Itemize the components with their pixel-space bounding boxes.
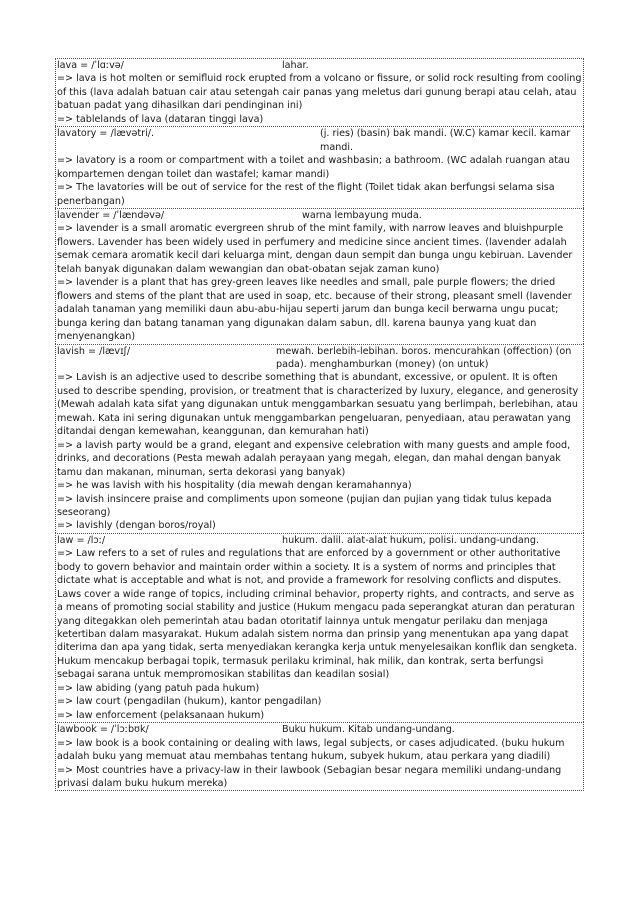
headword-row bbox=[56, 534, 583, 547]
headword-row bbox=[56, 723, 583, 736]
entry-lavender bbox=[55, 208, 584, 344]
translation: Buku hukum. Kitab undang-undang. bbox=[282, 724, 455, 736]
headword-row bbox=[56, 345, 583, 372]
example: => law abiding (yang patuh pada hukum) bbox=[57, 682, 260, 694]
headword-row bbox=[56, 127, 583, 154]
translation: lahar. bbox=[282, 60, 309, 71]
example: => The lavatories will be out of service for the rest of the flight (Toilet tidak akan berfungsi selama sisa penerbangan) bbox=[57, 182, 555, 207]
translation: hukum. dalil. alat-alat hukum, polisi. undang-undang. bbox=[282, 534, 540, 546]
headword: lavender = /ˈlændəvə/ bbox=[57, 209, 165, 221]
example: => tablelands of lava (dataran tinggi lava) bbox=[57, 113, 264, 125]
dictionary-page bbox=[55, 58, 584, 791]
definition: => lavatory is a room or compartment with a toilet and washbasin; a bathroom. (WC adalah ruangan atau kompartemen dengan toilet dan wastafel; kamar mandi) bbox=[57, 155, 570, 180]
entry-lavatory bbox=[55, 126, 584, 208]
headword: lavish = /lævɪʃ/ bbox=[57, 345, 131, 357]
translation: mewah. berlebih-lebihan. boros. mencurahkan (offection) (on pada). menghamburkan (money) (on untuk) bbox=[276, 345, 572, 370]
definition: => Law refers to a set of rules and regulations that are enforced by a government or other authoritative body to govern behavior and maintain order within a society. It is a system of norms and principles that dictate what is acceptable and what is not, and provide a framework for resolving conflicts and disputes. Laws cover a wide range of topics, including criminal behavior, property rights, and contracts, and serve as a means of promoting social stability and justice (Hukum mengacu pada seperangkat aturan dan peraturan yang ditegakkan oleh pemerintah atau badan otoritatif lainnya untuk mengatur perilaku dan menjaga ketertiban dalam masyarakat. Hukum adalah sistem norma dan prinsip yang menentukan apa yang dapat diterima dan apa yang tidak, serta menyediakan kerangka kerja untuk menyelesaikan konflik dan sengketa. Hukum mencakup berbagai topik, termasuk perilaku kriminal, hak milik, dan kontrak, serta berfungsi sebagai sarana untuk mempromosikan stabilitas dan keadilan sosial) bbox=[57, 548, 578, 681]
headword-row bbox=[56, 59, 583, 72]
definition: => lavender is a small aromatic evergreen shrub of the mint family, with narrow leaves and bluishpurple flowers. Lavender has been widely used in perfumery and medicine since ancient times. (lavender adalah semak cemara aromatik kecil dari keluarga mint, dengan daun sempit dan bunga ungu kebiruan. Lavender telah banyak digunakan dalam wewangian dan obat-obatan sejak zaman kuno) bbox=[57, 223, 573, 275]
translation: warna lembayung muda. bbox=[302, 209, 422, 221]
translation: (j. ries) (basin) bak mandi. (W.C) kamar kecil. kamar mandi. bbox=[320, 128, 571, 153]
headword: law = /lɔː/ bbox=[57, 534, 106, 546]
headword-row bbox=[56, 209, 583, 222]
definition: => Lavish is an adjective used to describe something that is abundant, excessive, or opulent. It is often used to describe spending, provision, or treatment that is characterized by luxury, elegance, and generosity (Mewah adalah kata sifat yang digunakan untuk menggambarkan sesuatu yang berlimpah, berlebihan, atau mewah. Kata ini sering digunakan untuk menggambarkan pengeluaran, penyediaan, atau perawatan yang ditandai dengan kemewahan, keanggunan, dan kemurahan hati) bbox=[57, 372, 579, 438]
entry-lawbook bbox=[55, 722, 584, 791]
example: => Most countries have a privacy-law in their lawbook (Sebagian besar negara memiliki undang-undang privasi dalam buku hukum mereka) bbox=[57, 764, 562, 790]
definition: => law book is a book containing or dealing with laws, legal subjects, or cases adjudicated. (buku hukum adalah buku yang memuat atau membahas tentang hukum, subyek hukum, atau perkara yang diadili) bbox=[57, 737, 565, 763]
entry-lava bbox=[55, 58, 584, 126]
entry-law bbox=[55, 533, 584, 722]
definition: => lavender is a plant that has grey-green leaves like needles and small, pale purple flowers; the dried flowers and stems of the plant that are used in soap, etc. because of their strong, pleasant smell (lavender adalah tanaman yang memiliki daun abu-abu-hijau seperti jarum dan bunga kecil berwarna ungu pucat; bunga kering dan batang tanaman yang digunakan dalam sabun, dll. karena baunya yang kuat dan menyenangkan) bbox=[57, 277, 572, 343]
entry-lavish bbox=[55, 344, 584, 533]
headword: lawbook = /ˈlɔːbʊk/ bbox=[57, 724, 149, 736]
example: => he was lavish with his hospitality (dia mewah dengan keramahannya) bbox=[57, 480, 412, 492]
definition: => lava is hot molten or semifluid rock erupted from a volcano or fissure, or solid rock resulting from cooling of this (lava adalah batuan cair atau setengah cair panas yang meletus dari gunung berapi atau celah, atau batuan padat yang dihasilkan dari pendinginan ini) bbox=[57, 73, 582, 112]
example: => a lavish party would be a grand, elegant and expensive celebration with many guests and ample food, drinks, and decorations (Pesta mewah adalah perayaan yang megah, elegan, dan mahal dengan banyak tamu dan makanan, minuman, serta dekorasi yang banyak) bbox=[57, 439, 571, 478]
headword: lava = /ˈlɑːvə/ bbox=[57, 60, 124, 71]
example: => law court (pengadilan (hukum), kantor pengadilan) bbox=[57, 696, 322, 708]
headword: lavatory = /lævətri/. bbox=[57, 128, 155, 140]
example: => lavish insincere praise and compliments upon someone (pujian dan pujian yang tidak tulus kepada seseorang) bbox=[57, 493, 552, 518]
example: => lavishly (dengan boros/royal) bbox=[57, 520, 216, 532]
example: => law enforcement (pelaksanaan hukum) bbox=[57, 709, 265, 721]
